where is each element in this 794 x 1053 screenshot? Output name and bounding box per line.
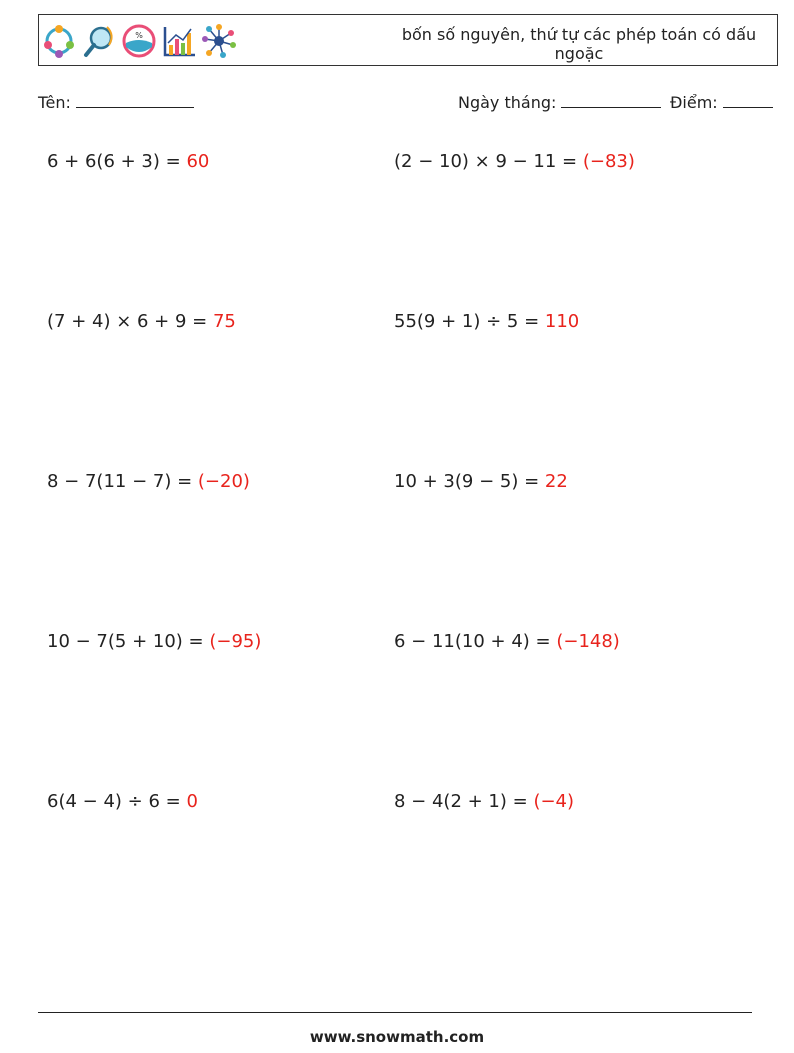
problem-2 [394, 151, 635, 172]
problem-3 [47, 311, 236, 332]
problem-answer: (−20) [197, 471, 250, 492]
footer-site-link[interactable]: www.snowmath.com [309, 1028, 485, 1046]
problem-expression: 10 − 7(5 + 10) = [47, 631, 210, 652]
problem-expression: 8 − 7(11 − 7) = [47, 471, 198, 492]
problem-expression: 6 − 11(10 + 4) = [394, 631, 557, 652]
footer-divider [38, 1012, 752, 1013]
problem-4 [394, 311, 579, 332]
problem-5 [47, 471, 250, 492]
svg-text:%: % [135, 31, 143, 40]
problem-answer: (−83) [582, 151, 635, 172]
problem-expression: 6 + 6(6 + 3) = [47, 151, 187, 172]
problem-10 [394, 791, 574, 812]
score-label: Điểm: [670, 93, 718, 112]
name-field [38, 93, 194, 112]
name-blank[interactable] [76, 93, 194, 108]
problem-7 [47, 631, 261, 652]
problem-answer: 110 [544, 311, 580, 332]
header-icons [41, 19, 237, 63]
people-cycle-icon [41, 23, 77, 59]
worksheet-title: bốn số nguyên, thứ tự các phép toán có dấu ngoặc [401, 25, 757, 63]
worksheet-header [38, 14, 778, 66]
date-blank[interactable] [561, 93, 661, 108]
problem-answer: (−95) [209, 631, 262, 652]
problem-answer: 0 [186, 791, 198, 812]
bar-chart-icon [161, 23, 197, 59]
problem-answer: (−148) [556, 631, 620, 652]
problem-answer: 22 [544, 471, 568, 492]
problem-expression: 6(4 − 4) ÷ 6 = [47, 791, 187, 812]
problem-expression: (7 + 4) × 6 + 9 = [47, 311, 213, 332]
problem-answer: (−4) [533, 791, 575, 812]
problem-expression: (2 − 10) × 9 − 11 = [394, 151, 583, 172]
problem-expression: 55(9 + 1) ÷ 5 = [394, 311, 545, 332]
network-icon [201, 23, 237, 59]
problem-expression: 8 − 4(2 + 1) = [394, 791, 534, 812]
date-label: Ngày tháng: [458, 93, 557, 112]
problem-1 [47, 151, 209, 172]
problem-answer: 75 [212, 311, 236, 332]
problem-expression: 10 + 3(9 − 5) = [394, 471, 545, 492]
score-blank[interactable] [723, 93, 773, 108]
problem-answer: 60 [186, 151, 210, 172]
percent-circle-icon [121, 23, 157, 59]
problem-9 [47, 791, 198, 812]
problem-8 [394, 631, 620, 652]
name-label: Tên: [38, 93, 71, 112]
score-field [670, 93, 773, 112]
date-field [458, 93, 661, 112]
magnifier-icon [81, 23, 117, 59]
problem-6 [394, 471, 568, 492]
